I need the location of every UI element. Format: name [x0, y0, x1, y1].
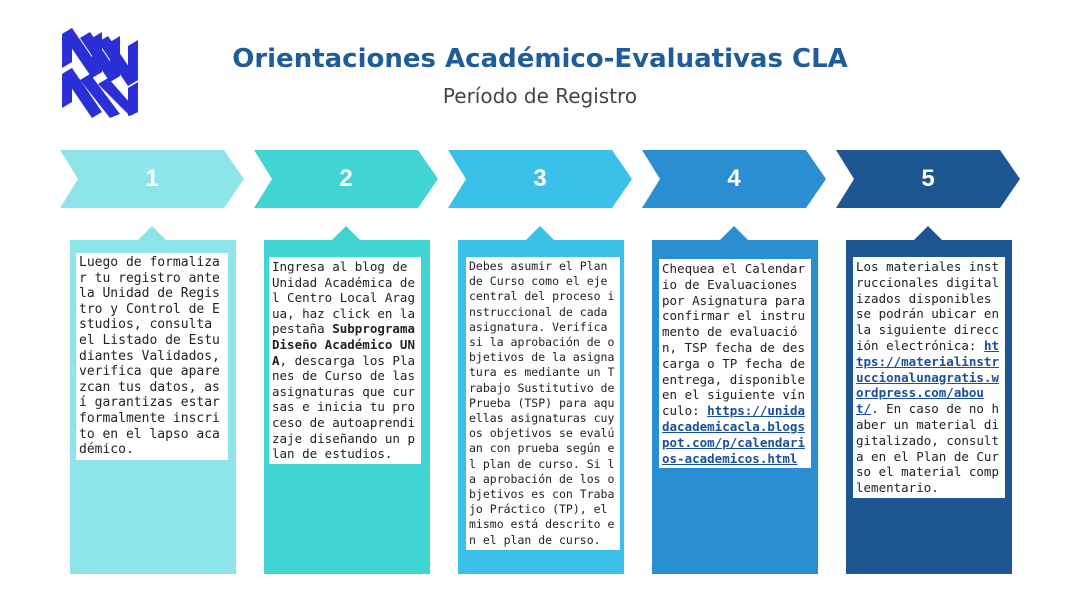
step-4-arrow [642, 150, 826, 208]
step-5-number: 5 [921, 165, 935, 192]
step-2-pointer [332, 226, 360, 240]
una-logo [58, 28, 144, 118]
step-2-text [269, 257, 421, 464]
step-4-pointer [720, 226, 748, 240]
step-2-text-end: , descarga los Planes de Curso de las asignaturas que cursas e inicia tu proceso de autoaprendizaje diseñando un plan de estudios. [272, 352, 415, 462]
step-3-pointer [526, 226, 554, 240]
step-2-bold-text: Subprograma Diseño Académico UNA [272, 321, 416, 368]
step-5-text-start: Los materiales instruccionales digitalizados disponibles se podrán ubicar en la siguiente dirección electrónica: [856, 259, 999, 353]
step-5-text [853, 257, 1005, 498]
calendar-link[interactable]: https://unidadacademicacla.blogspot.com/p/calendarios-academicos.html [662, 403, 805, 466]
step-1-arrow [60, 150, 244, 208]
step-5-arrow [836, 150, 1020, 208]
step-2-number: 2 [339, 165, 353, 192]
step-1-number: 1 [145, 165, 159, 192]
step-1-pointer [138, 226, 166, 240]
page-title: Orientaciones Académico-Evaluativas CLA [232, 44, 848, 74]
page-subtitle: Período de Registro [442, 84, 638, 108]
step-2-arrow [254, 150, 438, 208]
step-3-arrow [448, 150, 632, 208]
materials-link[interactable]: https://materialinstruccionalunagratis.wordpress.com/about/ [856, 337, 999, 417]
step-4-text-start: Chequea el Calendario de Evaluaciones por Asignatura para confirmar el instrumento de evaluación, TSP fecha de descarga o TP fecha de entrega, disponible en el siguiente vínculo: [662, 261, 805, 419]
step-4-text [659, 259, 811, 468]
step-3-number: 3 [533, 165, 547, 192]
step-5-text-end: . En caso de no haber un material digitalizado, consulta en el Plan de Curso el material complementario. [856, 401, 999, 496]
step-4-number: 4 [727, 165, 741, 192]
step-1-text: Luego de formalizar tu registro ante la Unidad de Registro y Control de Estudios, consulta el Listado de Estudiantes Validados, verifica que aparezcan tus datos, así garantizas estar formalmente inscrito en el lapso académico. [76, 253, 228, 460]
step-5-pointer [914, 226, 942, 240]
step-3-text: Debes asumir el Plan de Curso como el eje central del proceso instruccional de cada asignatura. Verifica si la aprobación de objetivos de la asignatura es mediante un Trabajo Sustitutivo de Prueba (TSP) para aquellas asignaturas cuyos objetivos se evalúan con prueba según el plan de curso. Si la aprobación de los objetivos es con Trabajo Práctico (TP), el mismo está descrito en el plan de curso. [466, 257, 620, 550]
step-2-text-start: Ingresa al blog de Unidad Académica del Centro Local Aragua, haz click en la pestaña [272, 259, 415, 337]
